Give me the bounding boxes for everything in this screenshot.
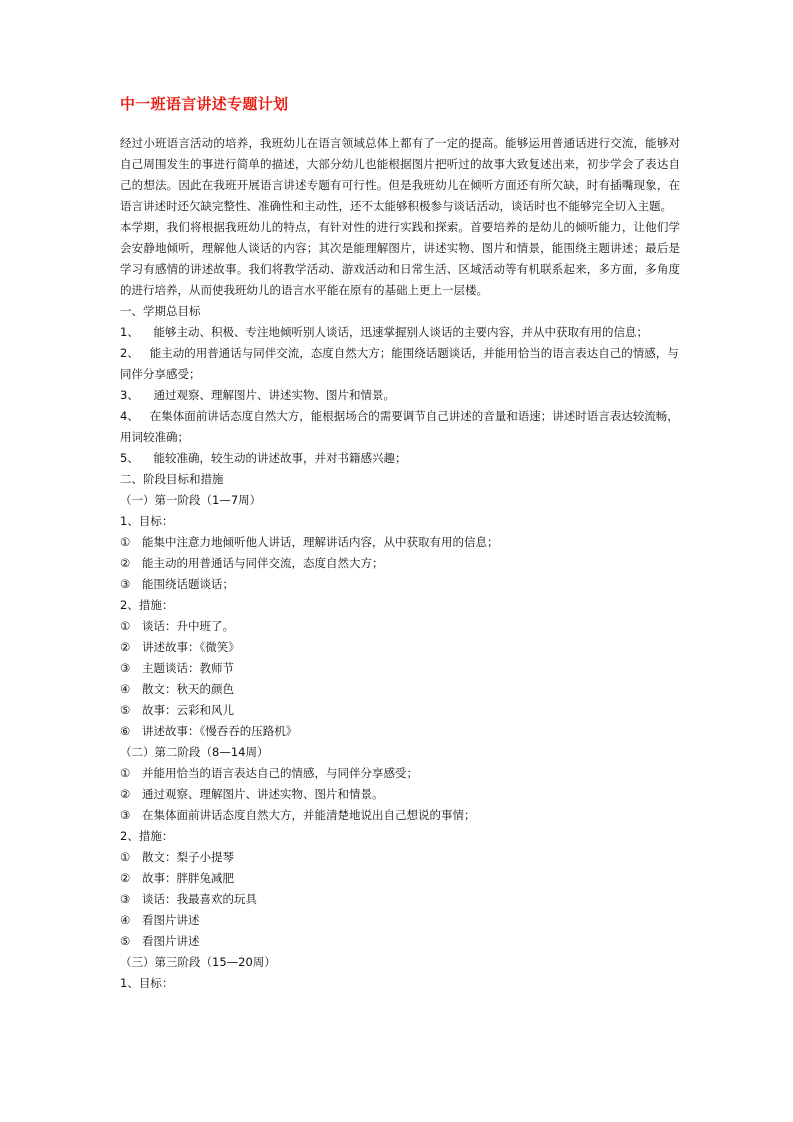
term-goal-item: 1、 能够主动、积极、专注地倾听别人谈话，迅速掌握别人谈话的主要内容，并从中获取有用的信息； — [120, 325, 648, 339]
stage-measure-item: ② 故事：胖胖兔减肥 — [120, 871, 234, 885]
document-page — [120, 92, 680, 994]
measures-label: 2、措施： — [120, 829, 174, 843]
stage-heading: （三）第三阶段（15—20周） — [120, 955, 276, 969]
stage-goal-item: ① 能集中注意力地倾听他人讲话，理解讲话内容，从中获取有用的信息； — [120, 535, 499, 549]
goals-label: 1、目标： — [120, 514, 174, 528]
document-title: 中一班语言讲述专题计划 — [120, 95, 289, 113]
stage-measure-item: ① 谈话：升中班了。 — [120, 619, 234, 633]
stage-goal-item: ② 通过观察、理解图片、讲述实物、图片和情景。 — [120, 787, 384, 801]
stage-measure-item: ⑤ 故事：云彩和风儿 — [120, 703, 234, 717]
term-goal-item: 5、 能较准确，较生动的讲述故事，并对书籍感兴趣； — [120, 451, 407, 465]
stage-measure-item: ② 讲述故事：《微笑》 — [120, 640, 240, 654]
term-goal-item: 2、 能主动的用普通话与同伴交流，态度自然大方；能围绕话题谈话，并能用恰当的语言表达自己的情感，与同伴分享感受； — [120, 346, 679, 381]
section-heading-goals: 一、学期总目标 — [120, 304, 201, 318]
goals-label: 1、目标： — [120, 976, 174, 990]
measures-label: 2、措施： — [120, 598, 174, 612]
stage-heading: （二）第二阶段（8—14周） — [120, 745, 269, 759]
intro-paragraph-2: 本学期，我们将根据我班幼儿的特点，有针对性的进行实践和探索。首要培养的是幼儿的倾听能力，让他们学会安静地倾听，理解他人谈话的内容；其次是能理解图片，讲述实物、图片和情景，能围绕主题讲述；最后是学习有感情的讲述故事。我们将教学活动、游戏活动和日常生活、区域活动等有机联系起来，多方面，多角度的进行培养，从而使我班幼儿的语言水平能在原有的基础上更上一层楼。 — [120, 220, 680, 297]
stage-heading: （一）第一阶段（1—7周） — [120, 493, 262, 507]
stage-goal-item: ① 并能用恰当的语言表达自己的情感，与同伴分享感受； — [120, 766, 418, 780]
term-goal-item: 4、 在集体面前讲话态度自然大方，能根据场合的需要调节自己讲述的音量和语速；讲述时语言表达较流畅，用词较准确； — [120, 409, 679, 444]
stage-measure-item: ⑥ 讲述故事：《慢吞吞的压路机》 — [120, 724, 298, 738]
stage-goal-item: ③ 在集体面前讲话态度自然大方，并能清楚地说出自己想说的事情； — [120, 808, 476, 822]
stage-measure-item: ④ 散文：秋天的颜色 — [120, 682, 234, 696]
section-heading-stages: 二、阶段目标和措施 — [120, 472, 224, 486]
stage-goal-item: ② 能主动的用普通话与同伴交流，态度自然大方； — [120, 556, 384, 570]
intro-paragraph-1: 经过小班语言活动的培养，我班幼儿在语言领域总体上都有了一定的提高。能够运用普通话进行交流，能够对自己周围发生的事进行简单的描述，大部分幼儿也能根据图片把听过的故事大致复述出来，初步学会了表达自己的想法。因此在我班开展语言讲述专题有可行性。但是我班幼儿在倾听方面还有所欠缺，时有插嘴现象，在语言讲述时还欠缺完整性、准确性和主动性，还不太能够积极参与谈话活动，谈话时也不能够完全切入主题。 — [120, 136, 680, 213]
stage-measure-item: ⑤ 看图片讲述 — [120, 934, 200, 948]
stage-measure-item: ③ 谈话：我最喜欢的玩具 — [120, 892, 257, 906]
term-goal-item: 3、 通过观察、理解图片、讲述实物、图片和情景。 — [120, 388, 395, 402]
stage-measure-item: ③ 主题谈话：教师节 — [120, 661, 234, 675]
stage-measure-item: ④ 看图片讲述 — [120, 913, 200, 927]
stage-measure-item: ① 散文：梨子小提琴 — [120, 850, 234, 864]
stage-goal-item: ③ 能围绕话题谈话； — [120, 577, 234, 591]
